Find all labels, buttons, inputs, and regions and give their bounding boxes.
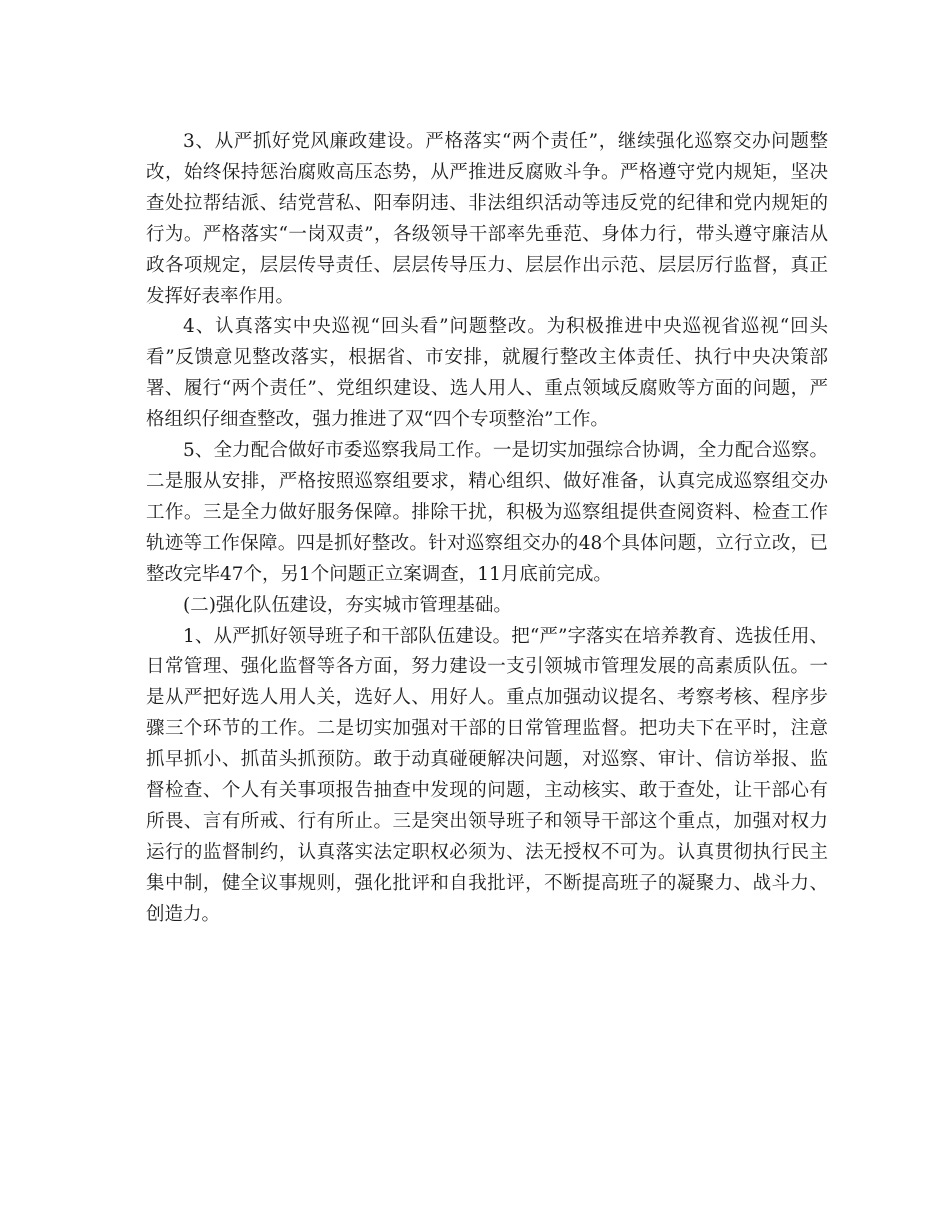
paragraph-dangfeng-lianzheng: 3、从严抓好党风廉政建设。严格落实“两个责任”，继续强化巡察交办问题整改，始终保持惩治腐败高压态势，从严推进反腐败斗争。严格遵守党内规矩，坚决查处拉帮结派、结党营私、阳奉阴违、非法组织活动等违反党的纪律和党内规矩的行为。严格落实“一岗双责”，各级领导干部率先垂范、身体力行，带头遵守廉洁从政各项规定，层层传导责任、层层传导压力、层层作出示范、层层厉行监督，真正发挥好表率作用。	[146, 131, 828, 307]
document-body	[146, 127, 828, 931]
paragraph-lingdao-banzi: 1、从严抓好领导班子和干部队伍建设。把“严”字落实在培养教育、选拔任用、日常管理、强化监督等各方面，努力建设一支引领城市管理发展的高素质队伍。一是从严把好选人用人关，选好人、用好人。重点加强动议提名、考察考核、程序步骤三个环节的工作。二是切实加强对干部的日常管理监督。把功夫下在平时，注意抓早抓小、抓苗头抓预防。敢于动真碰硬解决问题，对巡察、审计、信访举报、监督检查、个人有关事项报告抽查中发现的问题，主动核实、敢于查处，让干部心有所畏、言有所戒、行有所止。三是突出领导班子和领导干部这个重点，加强对权力运行的监督制约，认真落实法定职权必须为、法无授权不可为。认真贯彻执行民主集中制，健全议事规则，强化批评和自我批评，不断提高班子的凝聚力、战斗力、创造力。	[146, 625, 828, 925]
paragraph-xunshi-huitoukan: 4、认真落实中央巡视“回头看”问题整改。为积极推进中央巡视省巡视“回头看”反馈意见整改落实，根据省、市安排，就履行整改主体责任、执行中央决策部署、履行“两个责任”、党组织建设、选人用人、重点领域反腐败等方面的问题，严格组织仔细查整改，强力推进了双“四个专项整治”工作。	[146, 316, 828, 431]
paragraph-shiwei-xuncha: 5、全力配合做好市委巡察我局工作。一是切实加强综合协调，全力配合巡察。二是服从安排，严格按照巡察组要求，精心组织、做好准备，认真完成巡察组交办工作。三是全力做好服务保障。排除干扰，积极为巡察组提供查阅资料、检查工作轨迹等工作保障。四是抓好整改。针对巡察组交办的48个具体问题，立行立改，已整改完毕47个，另1个问题正立案调查，11月底前完成。	[146, 440, 828, 585]
section-heading-duiwu-jianshe: (二)强化队伍建设，夯实城市管理基础。	[183, 594, 512, 616]
